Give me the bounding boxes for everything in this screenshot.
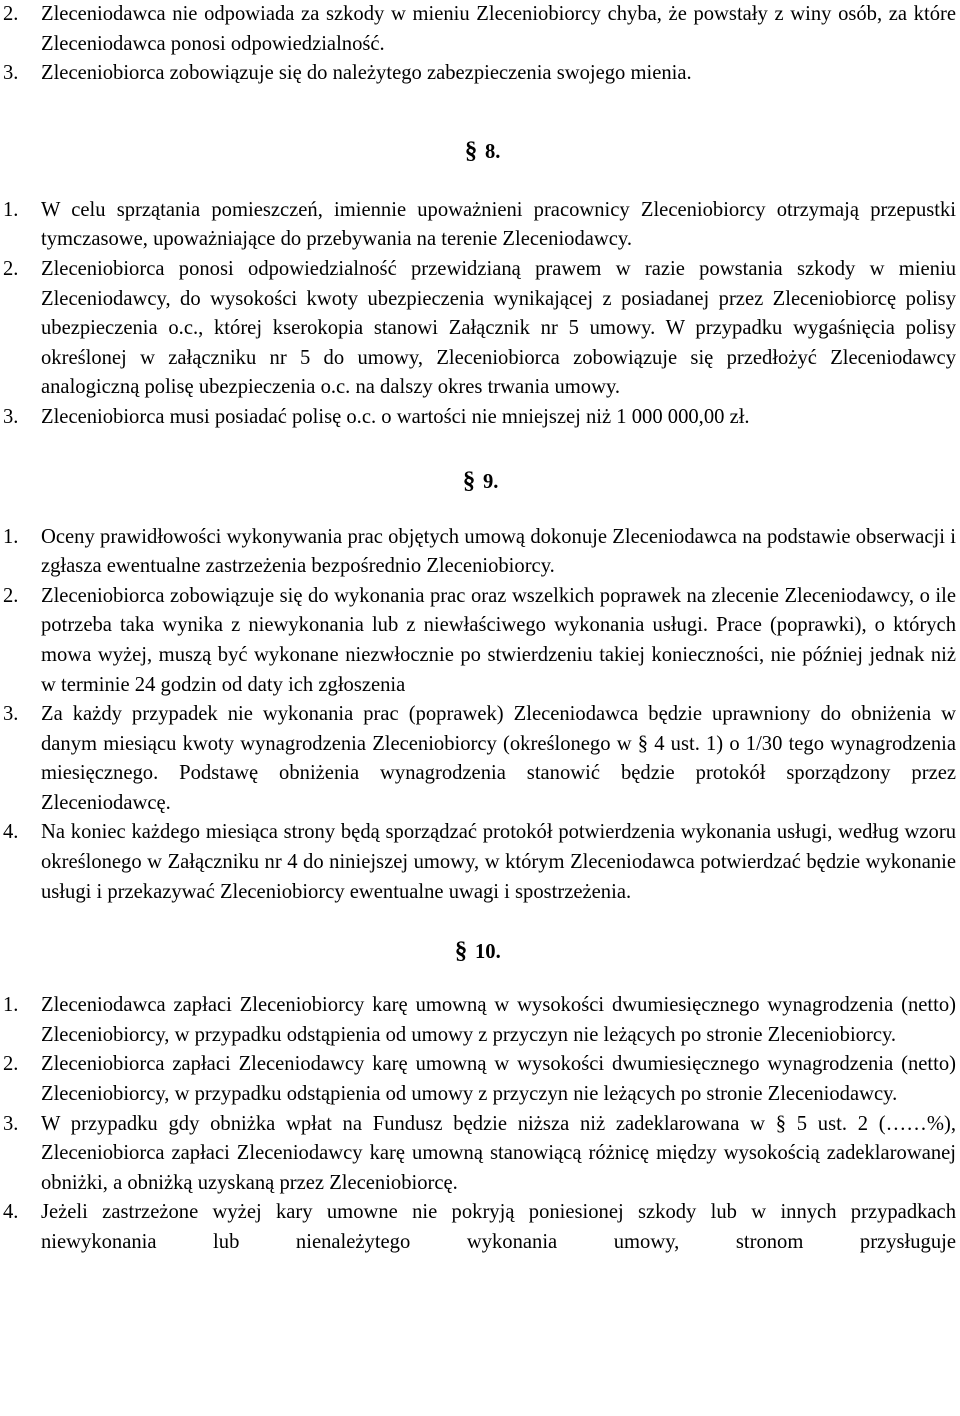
section-heading-8 [0, 89, 960, 169]
item-number: 4. [3, 821, 19, 844]
item-number: 1. [3, 994, 19, 1017]
item-text: Zleceniobiorca zobowiązuje się do wykonania prac oraz wszelkich poprawek na zlecenie Zleceniodawcy, o ile potrzeba taka wynika z niewykonania lub z niewłaściwego wykonania usługi. Prace (poprawki), o których mowa wyżej, muszą być wykonane niezwłocznie po stwierdzeniu takiej konieczności, nie później jednak niż w terminie 24 godzin od daty ich zgłoszenia [41, 584, 956, 696]
item-text: Jeżeli zastrzeżone wyżej kary umowne nie pokryją poniesionej szkody lub w innych przypadkach niewykonania lub nienależytego wykonania umowy, stronom przysługuje [41, 1201, 956, 1253]
item-number: 3. [3, 62, 19, 85]
list-item [0, 0, 960, 59]
list-item [0, 582, 960, 700]
item-number: 2. [3, 1053, 19, 1076]
section-symbol: § [454, 938, 468, 965]
section-heading [455, 937, 501, 968]
item-text: Zleceniobiorca ponosi odpowiedzialność przewidzianą prawem w razie powstania szkody w mieniu Zleceniodawcy, do wysokości kwoty ubezpieczenia wynikającej z posiadanej przez Zleceniobiorcę polisy ubezpieczenia o.c., której kserokopia stanowi Załącznik nr 5 umowy. W przypadku wygaśnięcia polisy określonej w załączniku nr 5 do umowy, Zleceniobiorca zobowiązuje się przedłożyć Zleceniodawcy analogiczną polisę ubezpieczenia o.c. na dalszy okres trwania umowy. [41, 257, 956, 399]
item-text: Na koniec każdego miesiąca strony będą sporządzać protokół potwierdzenia wykonania usługi, według wzoru określonego w Załączniku nr 4 do niniejszej umowy, w którym Zleceniodawca potwierdzać będzie wykonanie usługi i przekazywać Zleceniobiorcy ewentualne uwagi i spostrzeżenia. [41, 821, 956, 903]
list-item [0, 1110, 960, 1199]
item-number: 3. [3, 405, 19, 428]
list-item [0, 818, 960, 907]
section-10-body [0, 991, 960, 1257]
list-item [0, 700, 960, 818]
item-number: 4. [3, 1201, 19, 1224]
item-number: 2. [3, 584, 19, 607]
section-symbol: § [462, 467, 476, 494]
item-text: Zleceniobiorca zobowiązuje się do należytego zabezpieczenia swojego mienia. [41, 62, 692, 85]
item-text: Zleceniodawca nie odpowiada za szkody w mieniu Zleceniobiorcy chyba, że powstały z winy osób, za które Zleceniodawca ponosi odpowiedzialność. [41, 3, 956, 55]
list-item [0, 1050, 960, 1109]
section-9-body [0, 523, 960, 908]
item-text: Zleceniobiorca musi posiadać polisę o.c. o wartości nie mniejszej niż 1 000 000,00 zł. [41, 405, 750, 428]
section-heading-10 [0, 907, 960, 991]
section-heading [463, 467, 498, 498]
list-item [0, 991, 960, 1050]
list-item [0, 523, 960, 582]
item-text: Za każdy przypadek nie wykonania prac (poprawek) Zleceniodawca będzie uprawniony do obniżenia w danym miesiącu kwoty wynagrodzenia Zleceniobiorcy (określonego w § 4 ust. 1) o 1/30 tego wynagrodzenia miesięcznego. Podstawę obniżenia wynagrodzenia stanowić będzie protokół sporządzony przez Zleceniodawcę. [41, 703, 956, 814]
item-text: W przypadku gdy obniżka wpłat na Fundusz będzie niższa niż zadeklarowana w § 5 ust. 2 (……%), Zleceniobiorca zapłaci Zleceniodawcy karę umowną stanowiącą różnicę między wysokością zadeklarowanej obniżki, a obniżką uzyskaną przez Zleceniobiorcę. [41, 1112, 956, 1194]
item-number: 3. [3, 1112, 19, 1135]
list-item [0, 196, 960, 255]
item-number: 1. [3, 198, 19, 221]
item-text: Zleceniobiorca zapłaci Zleceniodawcy karę umowną w wysokości dwumiesięcznego wynagrodzenia (netto) Zleceniobiorcy, w przypadku odstąpienia od umowy z przyczyn nie leżących po stronie Zleceniodawcy. [41, 1053, 956, 1106]
section-number: 8. [485, 140, 501, 163]
item-text: Zleceniodawca zapłaci Zleceniobiorcy karę umowną w wysokości dwumiesięcznego wynagrodzenia (netto) Zleceniobiorcy, w przypadku odstąpienia od umowy z przyczyn nie leżących po stronie Zleceniobiorcy. [41, 994, 956, 1046]
item-number: 2. [3, 257, 19, 280]
section-symbol: § [464, 137, 478, 164]
section-number: 10. [475, 941, 501, 964]
section-heading-9 [0, 433, 960, 523]
section-number: 9. [483, 470, 499, 493]
item-text: Oceny prawidłowości wykonywania prac objętych umową dokonuje Zleceniodawca na podstawie obserwacji i zgłasza ewentualne zastrzeżenia bezpośrednio Zleceniobiorcy. [41, 525, 956, 578]
item-number: 1. [3, 525, 19, 548]
section-heading [465, 137, 500, 168]
list-item [0, 59, 960, 89]
item-number: 2. [3, 3, 19, 25]
section-7-continuation [0, 0, 960, 89]
list-item [0, 403, 960, 433]
list-item [0, 1198, 960, 1257]
section-8-body [0, 169, 960, 433]
list-item [0, 255, 960, 403]
item-number: 3. [3, 703, 19, 726]
item-text: W celu sprzątania pomieszczeń, imiennie upoważnieni pracownicy Zleceniobiorcy otrzymają przepustki tymczasowe, upoważniające do przebywania na terenie Zleceniodawcy. [41, 198, 956, 251]
